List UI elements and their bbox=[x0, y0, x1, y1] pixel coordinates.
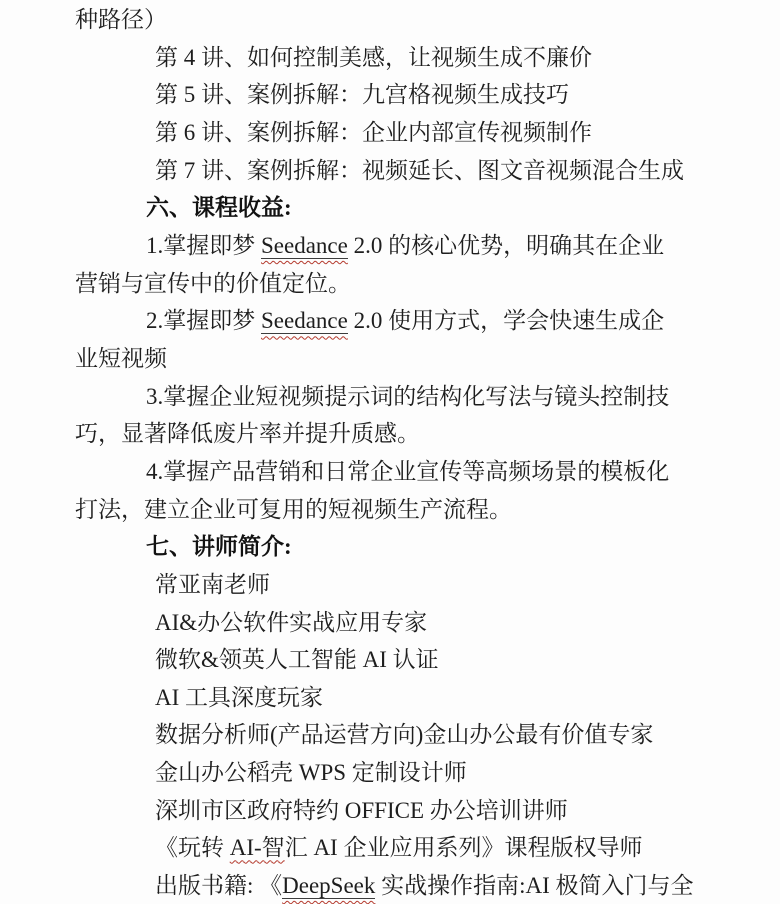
spellchecked-term: DeepSeek bbox=[282, 873, 376, 899]
spellchecked-term: AI-智 bbox=[229, 835, 285, 861]
lecturer-credential bbox=[75, 679, 740, 717]
lecture-item-4 bbox=[75, 39, 740, 77]
lecturer-credential bbox=[75, 792, 740, 830]
line-text: 第 4 讲、如何控制美感，让视频生成不廉价 bbox=[155, 44, 592, 70]
line-text: 第 5 讲、案例拆解：九宫格视频生成技巧 bbox=[155, 82, 569, 108]
benefit-item-3-continued bbox=[75, 415, 740, 453]
section-heading-course-benefits bbox=[75, 189, 740, 227]
line-text: 3.掌握企业短视频提示词的结构化写法与镜头控制技 bbox=[146, 383, 670, 409]
lecture-item-5 bbox=[75, 76, 740, 114]
line-text: 第 7 讲、案例拆解：视频延长、图文音视频混合生成 bbox=[155, 157, 684, 183]
lecturer-credential bbox=[75, 604, 740, 642]
heading-text: 六、课程收益: bbox=[146, 195, 292, 221]
line-text: 实战操作指南:AI 极简入门与全 bbox=[375, 873, 694, 899]
line-text: AI 工具深度玩家 bbox=[155, 684, 324, 710]
lecturer-credential bbox=[75, 716, 740, 754]
line-text: 2.0 的核心优势，明确其在企业 bbox=[347, 232, 665, 258]
spellchecked-term: Seedance bbox=[261, 308, 348, 334]
line-text: 汇 AI 企业应用系列》课程版权导师 bbox=[284, 835, 643, 861]
line-text: 微软&领英人工智能 AI 认证 bbox=[155, 647, 439, 673]
line-text: 常亚南老师 bbox=[155, 571, 270, 597]
line-text: 金山办公稻壳 WPS 定制设计师 bbox=[155, 760, 467, 786]
benefit-item-2 bbox=[75, 302, 740, 340]
published-book-line bbox=[75, 867, 740, 904]
text-line bbox=[75, 1, 740, 39]
benefit-item-4-continued bbox=[75, 491, 740, 529]
benefit-item-3 bbox=[75, 378, 740, 416]
lecture-item-6 bbox=[75, 114, 740, 152]
heading-text: 七、讲师简介: bbox=[146, 534, 292, 560]
line-text: 巧，显著降低废片率并提升质感。 bbox=[75, 421, 420, 447]
line-text: 4.掌握产品营销和日常企业宣传等高频场景的模板化 bbox=[146, 458, 670, 484]
line-text: 种路径） bbox=[75, 7, 167, 32]
line-text: 出版书籍: 《 bbox=[155, 873, 283, 899]
line-text: 业短视频 bbox=[75, 345, 167, 371]
benefit-item-4 bbox=[75, 453, 740, 491]
line-text: AI&办公软件实战应用专家 bbox=[155, 609, 428, 635]
benefit-item-1-continued bbox=[75, 265, 740, 303]
lecture-item-7 bbox=[75, 152, 740, 190]
line-text: 1.掌握即梦 bbox=[146, 232, 261, 258]
section-heading-lecturer-profile bbox=[75, 528, 740, 566]
line-text: 2.掌握即梦 bbox=[146, 308, 261, 334]
line-text: 2.0 使用方式，学会快速生成企 bbox=[347, 308, 665, 334]
lecturer-name bbox=[75, 566, 740, 604]
spellchecked-term: Seedance bbox=[261, 232, 348, 258]
benefit-item-2-continued bbox=[75, 340, 740, 378]
lecturer-credential bbox=[75, 641, 740, 679]
lecturer-credential bbox=[75, 754, 740, 792]
line-text: 第 6 讲、案例拆解：企业内部宣传视频制作 bbox=[155, 119, 592, 145]
line-text: 营销与宣传中的价值定位。 bbox=[75, 270, 351, 296]
lecturer-credential bbox=[75, 829, 740, 867]
line-text: 打法，建立企业可复用的短视频生产流程。 bbox=[75, 496, 512, 522]
line-text: 深圳市区政府特约 OFFICE 办公培训讲师 bbox=[155, 797, 568, 823]
benefit-item-1 bbox=[75, 227, 740, 265]
line-text: 数据分析师(产品运营方向)金山办公最有价值专家 bbox=[155, 722, 654, 748]
line-text: 《玩转 bbox=[155, 835, 230, 861]
